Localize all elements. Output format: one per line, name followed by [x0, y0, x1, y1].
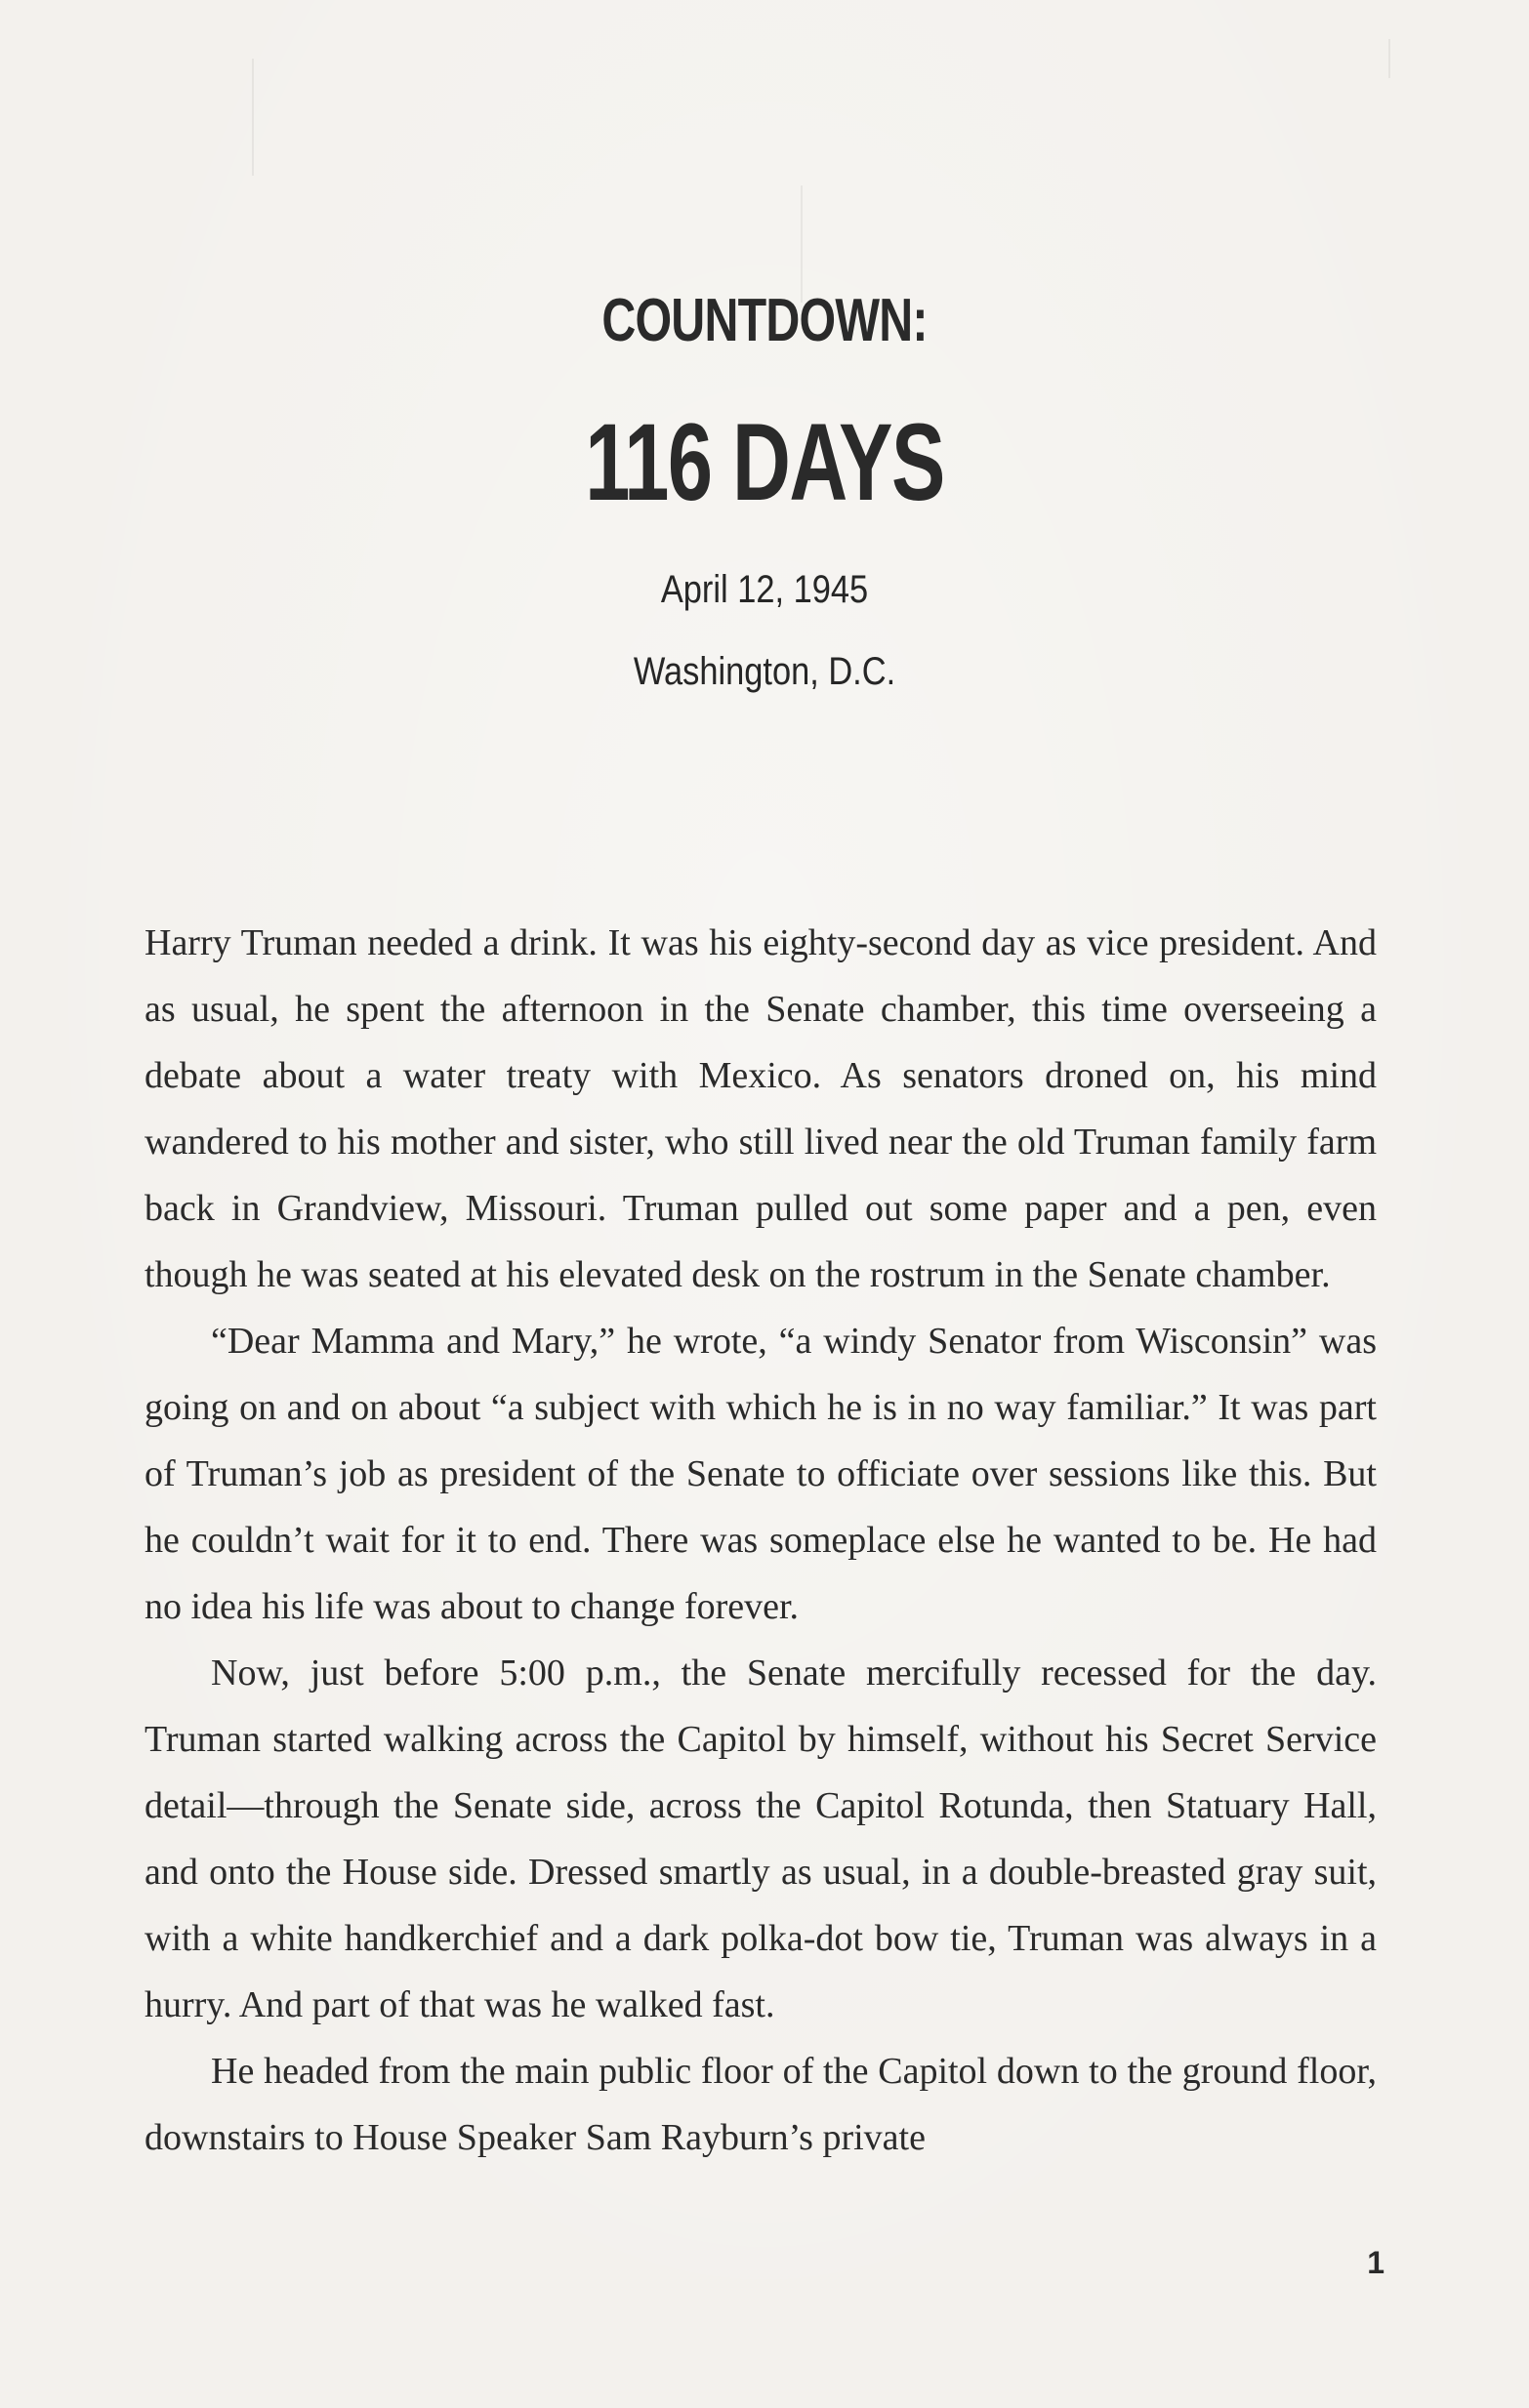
chapter-title: 116 DAYS: [585, 401, 944, 523]
paragraph: He headed from the main public floor of the Capitol down to the ground floor, downstairs to House Speaker Sam Rayburn’s private: [145, 2051, 1377, 2158]
chapter-kicker: COUNTDOWN:: [601, 287, 928, 354]
body-text: [145, 910, 1377, 2171]
chapter-place: Washington, D.C.: [633, 650, 896, 693]
paragraph: “Dear Mamma and Mary,” he wrote, “a windy Senator from Wisconsin” was going on and on about “a subject with which he is in no way familiar.” It was part of Truman’s job as president of the Senate to officiate over sessions like this. But he couldn’t wait for it to end. There was someplace else he wanted to be. He had no idea his life was about to change forever.: [145, 1321, 1377, 1627]
page-number: 1: [1367, 2245, 1384, 2280]
paragraph: Harry Truman needed a drink. It was his eighty-second day as vice president. And as usual, he spent the afternoon in the Senate chamber, this time overseeing a debate about a water treaty with Mexico. As senators droned on, his mind wandered to his mother and sister, who still lived near the old Truman family farm back in Grandview, Missouri. Truman pulled out some paper and a pen, even though he was seated at his elevated desk on the rostrum in the Senate chamber.: [145, 922, 1377, 1295]
scan-artifact: [1388, 39, 1390, 78]
paragraph: Now, just before 5:00 p.m., the Senate mercifully recessed for the day. Truman started walking across the Capitol by himself, without his Secret Service detail—through the Senate side, across the Capitol Rotunda, then Statuary Hall, and onto the House side. Dressed smartly as usual, in a double-breasted gray suit, with a white handkerchief and a dark polka-dot bow tie, Truman was always in a hurry. And part of that was he walked fast.: [145, 1653, 1377, 2025]
scan-artifact: [252, 59, 254, 176]
chapter-date: April 12, 1945: [660, 568, 869, 611]
scan-artifact: [801, 185, 803, 303]
